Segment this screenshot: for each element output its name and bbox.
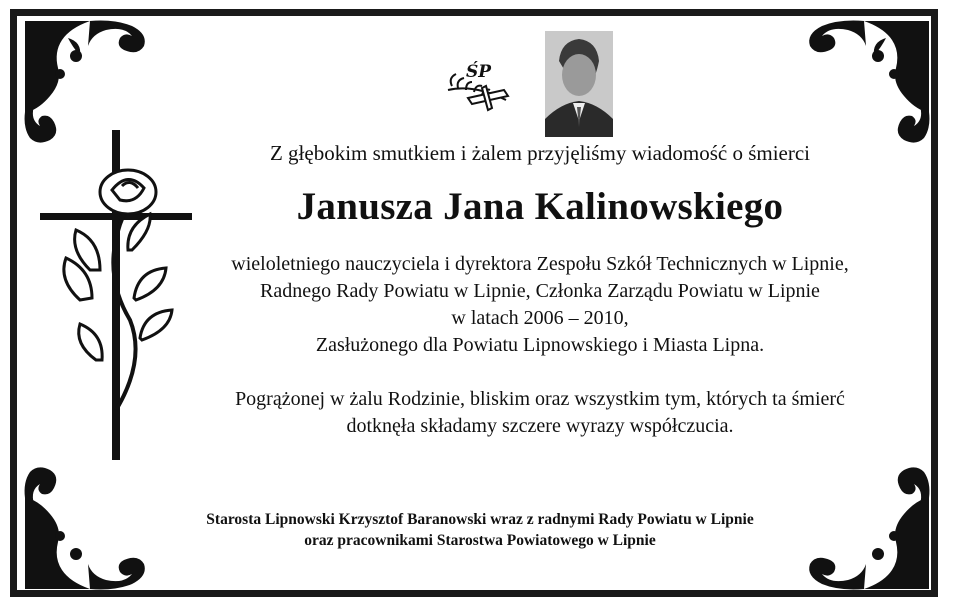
person-portrait-icon [545, 31, 613, 137]
portrait-photo [545, 31, 613, 137]
condolence-line-2: dotknęła składamy szczere wyrazy współczucia. [346, 415, 734, 437]
ornament-corner-top-left-icon [20, 16, 160, 146]
cross-with-rose-icon [40, 130, 195, 465]
intro-text: Z głębokim smutkiem i żalem przyjęliśmy wiadomość o śmierci [269, 141, 811, 165]
description-line-3: w latach 2006 – 2010, [451, 307, 629, 329]
description-line-1: wieloletniego nauczyciela i dyrektora Zespołu Szkół Technicznych w Lipnie, [231, 253, 849, 275]
ornament-corner-top-right-icon [794, 16, 934, 146]
condolence-line-1: Pogrążonej w żalu Rodzinie, bliskim oraz wszystkim tym, których ta śmierć [235, 388, 845, 410]
signature-line-1: Starosta Lipnowski Krzysztof Baranowski wraz z radnymi Rady Powiatu w Lipnie [206, 511, 754, 528]
deceased-name: Janusza Jana Kalinowskiego [296, 185, 784, 228]
ornament-corner-bottom-left-icon [20, 464, 160, 594]
sp-label: ŚP [466, 62, 492, 82]
signature-line-2: oraz pracownikami Starostwa Powiatowego w Lipnie [304, 532, 656, 549]
description-line-4: Zasłużonego dla Powiatu Lipnowskiego i Miasta Lipna. [315, 334, 765, 356]
description-line-2: Radnego Rady Powiatu w Lipnie, Członka Zarządu Powiatu w Lipnie [260, 280, 820, 302]
ornament-corner-bottom-right-icon [794, 464, 934, 594]
